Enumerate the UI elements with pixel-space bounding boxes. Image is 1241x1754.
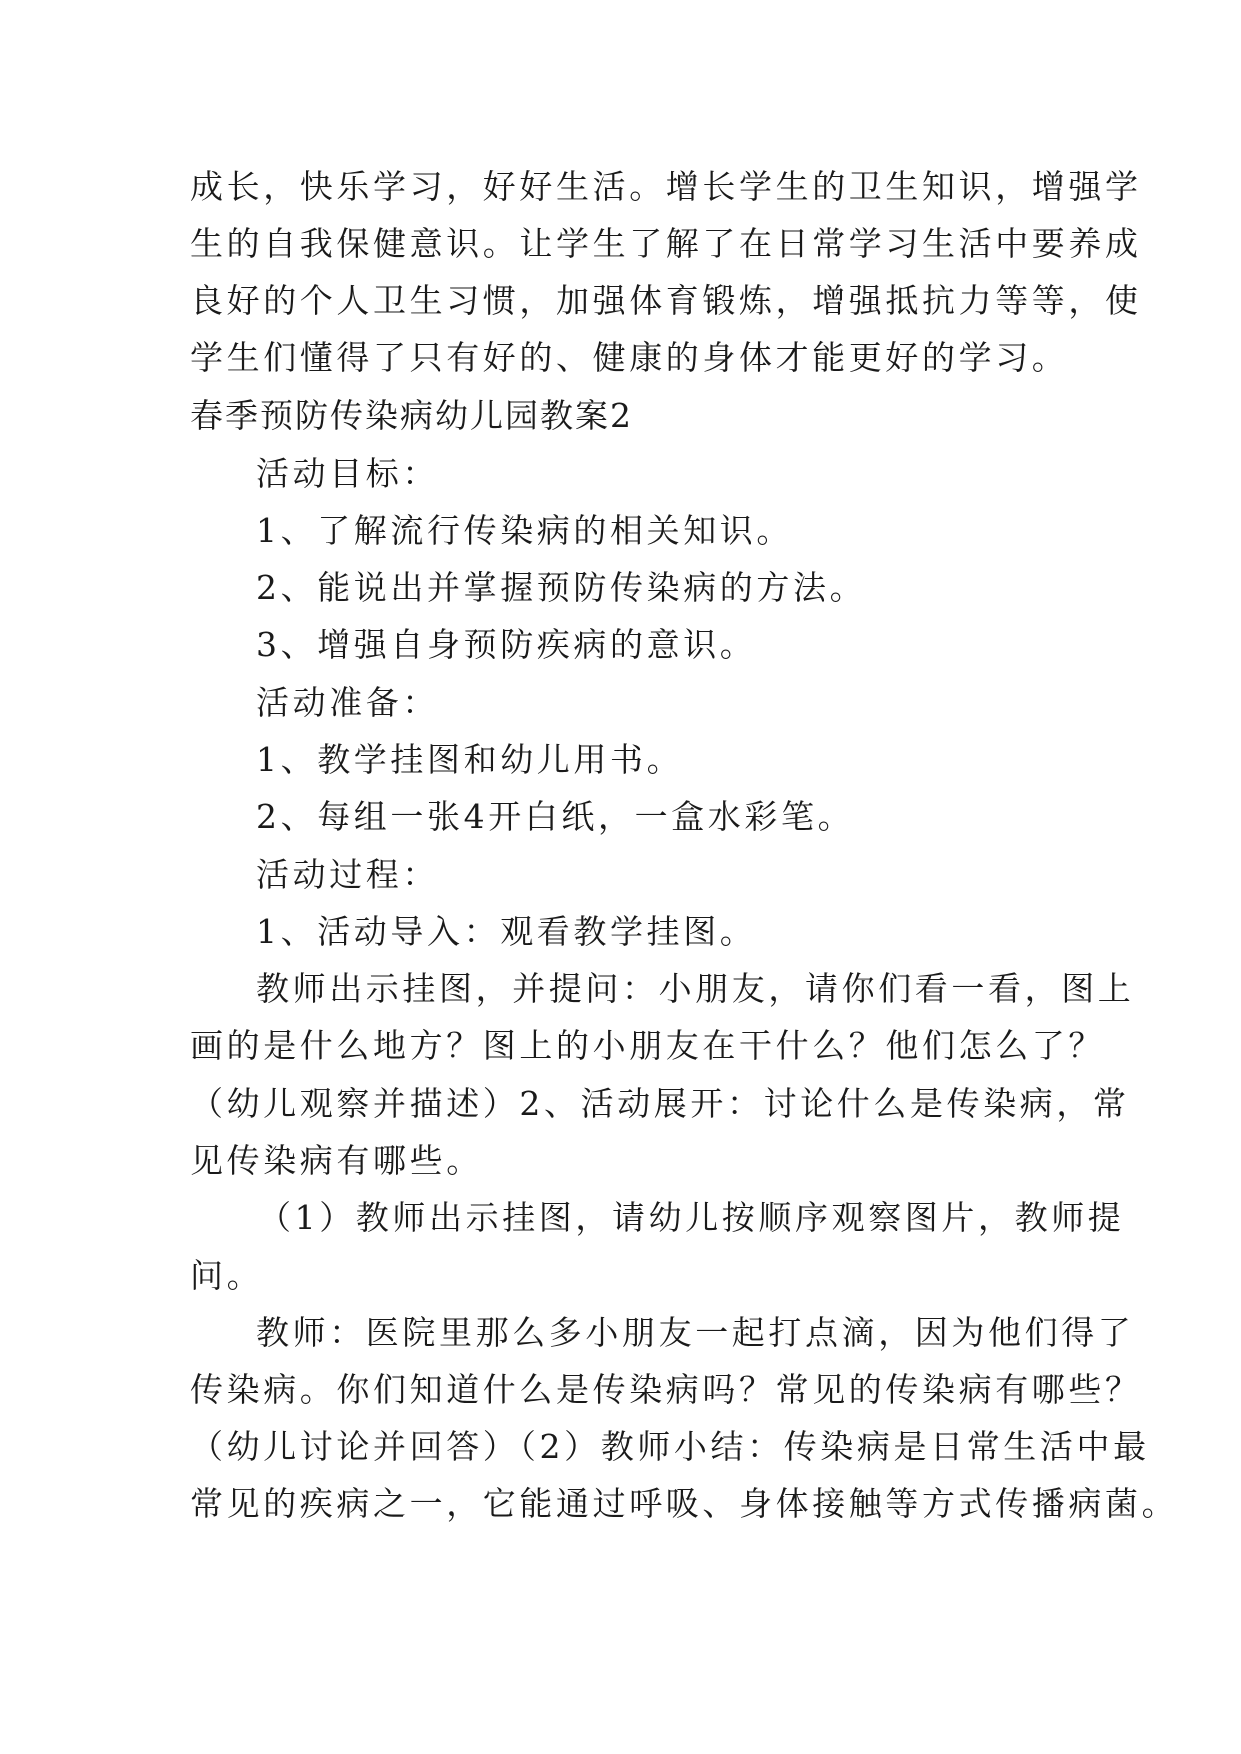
list-item: 1、教学挂图和幼儿用书。	[256, 740, 684, 779]
list-item: 2、能说出并掌握预防传染病的方法。	[256, 568, 867, 607]
paragraph-line: 学生们懂得了只有好的、健康的身体才能更好的学习。	[190, 338, 1069, 377]
paragraph-line: 成长，快乐学习，好好生活。增长学生的卫生知识，增强学	[190, 167, 1142, 206]
paragraph-line: 教师：医院里那么多小朋友一起打点滴，因为他们得了	[256, 1313, 1135, 1352]
subheading-activity-prep: 活动准备：	[256, 683, 439, 722]
paragraph-line: 生的自我保健意识。让学生了解了在日常学习生活中要养成	[190, 224, 1142, 263]
paragraph-line: 良好的个人卫生习惯，加强体育锻炼，增强抵抗力等等，使	[190, 281, 1142, 320]
paragraph-line: （幼儿观察并描述）2、活动展开：讨论什么是传染病，常	[190, 1084, 1130, 1123]
subheading-activity-goals: 活动目标：	[256, 454, 439, 493]
subheading-activity-process: 活动过程：	[256, 855, 439, 894]
paragraph-line: （幼儿讨论并回答）（2）教师小结：传染病是日常生活中最	[190, 1427, 1150, 1466]
paragraph-line: 教师出示挂图，并提问：小朋友，请你们看一看，图上	[256, 969, 1135, 1008]
paragraph-line: （1）教师出示挂图，请幼儿按顺序观察图片，教师提	[258, 1198, 1125, 1237]
paragraph-line: 问。	[190, 1256, 264, 1295]
paragraph-line: 画的是什么地方？图上的小朋友在干什么？他们怎么了？	[190, 1026, 1105, 1065]
section-heading: 春季预防传染病幼儿园教案2	[190, 396, 633, 435]
list-item: 1、活动导入：观看教学挂图。	[256, 912, 757, 951]
list-item: 3、增强自身预防疾病的意识。	[256, 625, 757, 664]
list-item: 2、每组一张4开白纸，一盒水彩笔。	[256, 797, 855, 836]
paragraph-line: 见传染病有哪些。	[190, 1141, 483, 1180]
paragraph-line: 传染病。你们知道什么是传染病吗？常见的传染病有哪些？	[190, 1370, 1142, 1409]
list-item: 1、了解流行传染病的相关知识。	[256, 511, 793, 550]
paragraph-line: 常见的疾病之一，它能通过呼吸、身体接触等方式传播病菌。	[190, 1484, 1179, 1523]
